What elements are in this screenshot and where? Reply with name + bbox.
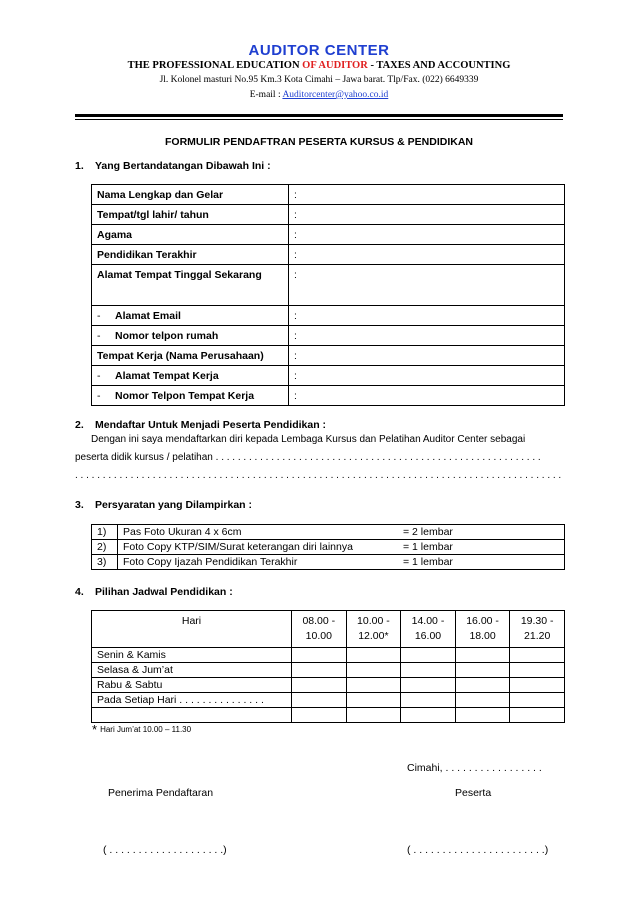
schedule-day[interactable]: Pada Setiap Hari . . . . . . . . . . . . . . . (92, 693, 292, 708)
req-quantity: = 1 lembar (398, 540, 565, 555)
field-value-cell[interactable] (289, 265, 565, 306)
schedule-cell[interactable] (510, 663, 565, 678)
field-separator: : (294, 188, 297, 201)
field-dash: - (97, 309, 101, 322)
field-label-text: Nomor Telpon Tempat Kerja (115, 389, 255, 402)
field-label-text: Tempat Kerja (Nama Perusahaan) (97, 349, 264, 362)
receiver-label: Penerima Pendaftaran (108, 787, 214, 799)
table-row (92, 708, 565, 723)
schedule-cell[interactable] (292, 648, 347, 663)
schedule-cell[interactable] (455, 663, 510, 678)
field-separator: : (294, 349, 297, 362)
schedule-day[interactable] (92, 708, 292, 723)
section3-title: Persyaratan yang Dilampirkan : (95, 499, 252, 511)
participant-label: Peserta (455, 787, 492, 799)
participant-signature-blank[interactable]: ( . . . . . . . . . . . . . . . . . . . . . . .) (407, 844, 549, 856)
table-row (92, 185, 565, 205)
field-dash: - (97, 369, 101, 382)
header-slot-3 (401, 611, 456, 648)
schedule-cell[interactable] (346, 678, 401, 693)
table-row (92, 693, 565, 708)
req-quantity: = 1 lembar (398, 555, 565, 570)
schedule-cell[interactable] (455, 708, 510, 723)
header-rule-thin (75, 119, 563, 120)
field-label-text: Alamat Tempat Tinggal Sekarang (97, 269, 262, 281)
schedule-cell[interactable] (510, 693, 565, 708)
schedule-cell[interactable] (455, 648, 510, 663)
table-row (92, 245, 565, 265)
field-dash: - (97, 329, 101, 342)
schedule-table (91, 610, 565, 723)
field-label-text: Alamat Email (115, 309, 181, 322)
header-slot-2 (346, 611, 401, 648)
field-label (92, 205, 289, 225)
schedule-cell[interactable] (346, 693, 401, 708)
header-slot-5 (510, 611, 565, 648)
tagline-part1: THE PROFESSIONAL EDUCATION (127, 60, 303, 71)
tagline-highlight: OF AUDITOR (302, 60, 368, 71)
req-quantity: = 2 lembar (398, 525, 565, 540)
field-dash: - (97, 389, 101, 402)
field-label (92, 366, 289, 386)
header-slot-4-text: 16.00 - 18.00 (466, 615, 499, 642)
field-label (92, 245, 289, 265)
personal-info-table (91, 184, 565, 406)
field-separator: : (294, 309, 297, 322)
email-label: E-mail : (249, 90, 283, 100)
field-label (92, 306, 289, 326)
field-label (92, 185, 289, 205)
table-row (92, 366, 565, 386)
schedule-cell[interactable] (346, 648, 401, 663)
section4-title: Pilihan Jadwal Pendidikan : (95, 586, 233, 598)
field-separator: : (294, 248, 297, 261)
req-description: Foto Copy KTP/SIM/Surat keterangan diri lainnya (118, 540, 399, 555)
field-value-cell[interactable] (289, 306, 565, 326)
table-row (92, 205, 565, 225)
field-separator: : (294, 369, 297, 382)
schedule-cell[interactable] (401, 693, 456, 708)
section4-number: 4. (75, 586, 84, 598)
field-label (92, 225, 289, 245)
field-separator: : (294, 228, 297, 241)
field-value-cell[interactable] (289, 386, 565, 406)
field-label (92, 326, 289, 346)
table-row (92, 326, 565, 346)
req-number: 2) (92, 540, 118, 555)
table-row (92, 678, 565, 693)
section1-title: Yang Bertandatangan Dibawah Ini : (95, 160, 271, 172)
schedule-cell[interactable] (401, 663, 456, 678)
table-row (92, 555, 565, 570)
header-slot-5-text: 19.30 - 21.20 (520, 615, 554, 642)
field-label-text: Agama (97, 228, 133, 241)
schedule-cell[interactable] (346, 708, 401, 723)
requirements-table (91, 524, 565, 570)
schedule-cell[interactable] (510, 678, 565, 693)
schedule-cell[interactable] (292, 678, 347, 693)
schedule-day: Selasa & Jum’at (92, 663, 292, 678)
table-row (92, 386, 565, 406)
section2-line3[interactable]: . . . . . . . . . . . . . . . . . . . . . . . . . . . . . . . . . . . . . . . . . . . . . . . . . . . . . . . . . . . . . . . . . . . . . . . . . . . . . . . . . . . . . . . . (75, 470, 562, 481)
field-value-cell[interactable] (289, 346, 565, 366)
field-value-cell[interactable] (289, 245, 565, 265)
header-slot-3-text: 14.00 - 16.00 (411, 615, 445, 642)
schedule-cell[interactable] (346, 663, 401, 678)
field-value-cell[interactable] (289, 326, 565, 346)
table-row (92, 225, 565, 245)
section1-heading (75, 160, 271, 172)
schedule-cell[interactable] (292, 708, 347, 723)
section3-heading (75, 499, 252, 511)
section2-title: Mendaftar Untuk Menjadi Peserta Pendidikan : (95, 419, 327, 431)
schedule-day: Senin & Kamis (92, 648, 292, 663)
form-title: FORMULIR PENDAFTRAN PESERTA KURSUS & PENDIDIKAN (164, 136, 473, 148)
section3-number: 3. (75, 499, 84, 511)
header-rule-thick (75, 114, 563, 117)
schedule-cell[interactable] (401, 678, 456, 693)
field-label-text: Tempat/tgl lahir/ tahun (97, 208, 209, 221)
tagline (0, 60, 638, 71)
schedule-note (92, 722, 191, 737)
note-star: * (92, 722, 98, 737)
req-number: 3) (92, 555, 118, 570)
field-label-text: Nama Lengkap dan Gelar (97, 188, 224, 201)
field-label-text: Pendidikan Terakhir (97, 248, 197, 261)
schedule-cell[interactable] (292, 693, 347, 708)
note-text: Hari Jum’at 10.00 – 11.30 (100, 725, 192, 734)
schedule-cell[interactable] (401, 648, 456, 663)
field-separator: : (294, 389, 297, 402)
tagline-part2: - TAXES AND ACCOUNTING (367, 60, 511, 71)
field-value-cell[interactable] (289, 366, 565, 386)
table-row (92, 525, 565, 540)
header-slot-1 (292, 611, 347, 648)
field-label (92, 265, 289, 306)
field-value-cell[interactable] (289, 185, 565, 205)
section1-number: 1. (75, 160, 84, 172)
table-row (92, 540, 565, 555)
email-line (0, 90, 638, 100)
schedule-cell[interactable] (401, 708, 456, 723)
schedule-cell[interactable] (455, 678, 510, 693)
table-row (92, 306, 565, 326)
schedule-cell[interactable] (292, 663, 347, 678)
table-row (92, 663, 565, 678)
field-label (92, 346, 289, 366)
header-slot-2-text: 10.00 - 12.00* (357, 615, 390, 642)
section2-line1: Dengan ini saya mendaftarkan diri kepada Lembaga Kursus dan Pelatihan Auditor Center sebagai (91, 434, 526, 445)
receiver-signature-blank[interactable]: ( . . . . . . . . . . . . . . . . . . . .) (103, 844, 227, 856)
field-value-cell[interactable] (289, 225, 565, 245)
field-separator: : (294, 269, 297, 281)
section2-heading (75, 419, 326, 431)
header-slot-4 (455, 611, 510, 648)
schedule-day: Rabu & Sabtu (92, 678, 292, 693)
req-number: 1) (92, 525, 118, 540)
field-separator: : (294, 329, 297, 342)
field-label-text: Nomor telpon rumah (115, 329, 219, 342)
place-date[interactable]: Cimahi, . . . . . . . . . . . . . . . . . (407, 762, 542, 774)
section2-line2[interactable]: peserta didik kursus / pelatihan . . . . . . . . . . . . . . . . . . . . . . . . . . . . . . . . . . . . . . . . . . . . . . . . . . . . . . . . . . . (75, 452, 541, 463)
field-separator: : (294, 208, 297, 221)
brand-title: AUDITOR CENTER (248, 42, 390, 59)
header-slot-1-text: 08.00 - 10.00 (302, 615, 336, 642)
section2-number: 2. (75, 419, 84, 431)
schedule-cell[interactable] (510, 708, 565, 723)
req-description: Foto Copy Ijazah Pendidikan Terakhir (118, 555, 399, 570)
table-row (92, 648, 565, 663)
schedule-cell[interactable] (510, 648, 565, 663)
schedule-cell[interactable] (455, 693, 510, 708)
field-label (92, 386, 289, 406)
header-day: Hari (92, 611, 292, 648)
email-link[interactable]: Auditorcenter@yahoo.co.id (282, 90, 389, 100)
field-label-text: Alamat Tempat Kerja (115, 369, 219, 382)
schedule-header-row (92, 611, 565, 648)
address-line: Jl. Kolonel masturi No.95 Km.3 Kota Cimahi – Jawa barat. Tlp/Fax. (022) 6649339 (159, 75, 479, 85)
table-row (92, 265, 565, 306)
req-description: Pas Foto Ukuran 4 x 6cm (118, 525, 399, 540)
field-value-cell[interactable] (289, 205, 565, 225)
table-row (92, 346, 565, 366)
section4-heading (75, 586, 233, 598)
